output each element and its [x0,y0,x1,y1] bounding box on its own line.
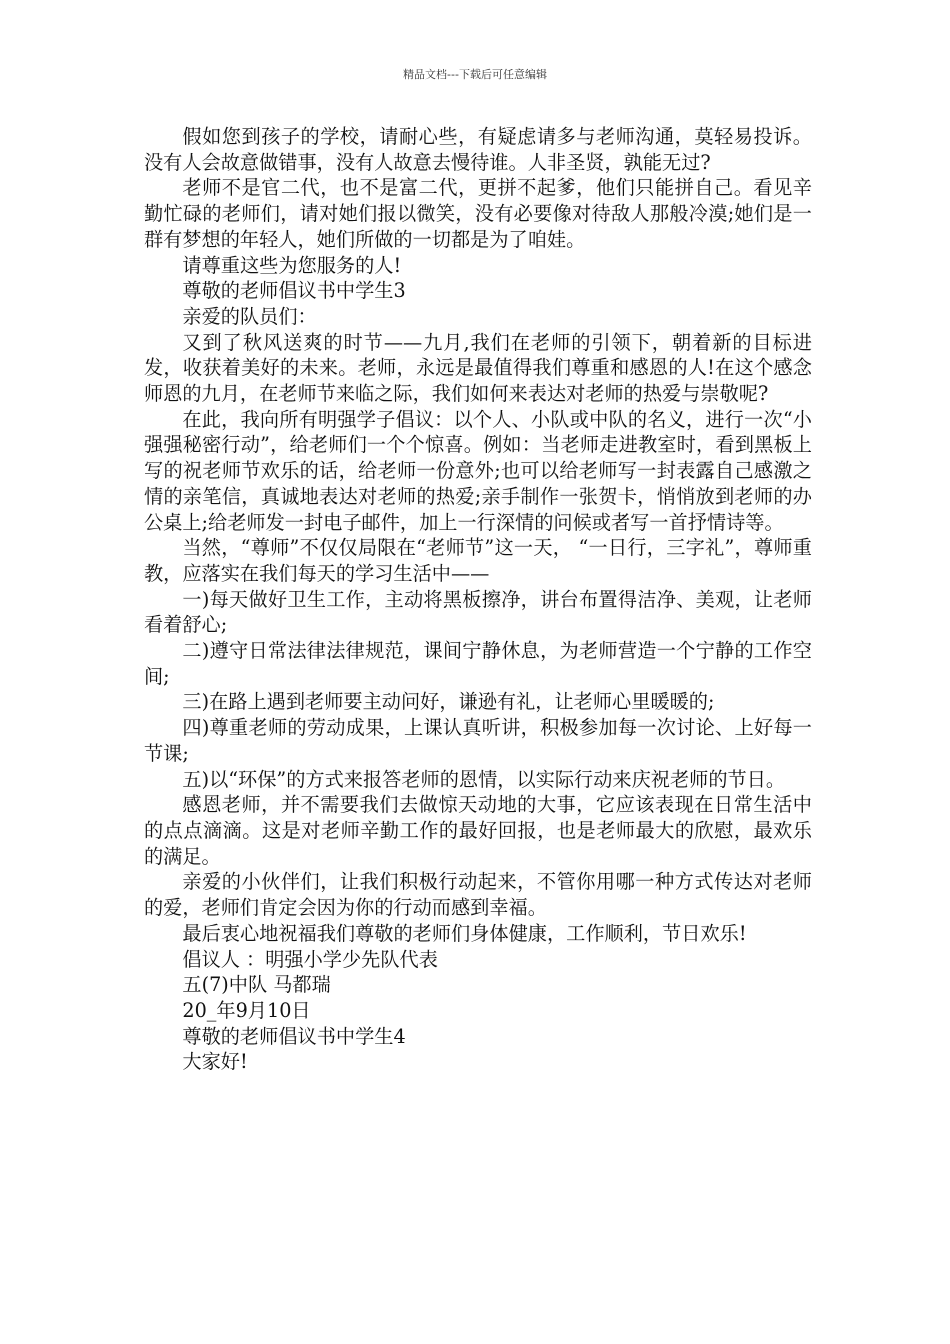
signature-line: 倡议人 ：明强小学少先队代表 [182,947,438,971]
paragraph: 老师不是官二代，也不是富二代，更拼不起爹，他们只能拼自己。看见辛勤忙碌的老师们，请对她们报以微笑，没有必要像对待敌人那般冷漠;她们是一群有梦想的年轻人，她们所做的一切都是为了咱娃。 [144,176,812,251]
section-title: 尊敬的老师倡议书中学生3 [182,279,406,303]
list-item: 二)遵守日常法律法律规范，课间宁静休息，为老师营造一个宁静的工作空间; [144,639,812,688]
section-title: 尊敬的老师倡议书中学生4 [182,1024,406,1048]
list-item: 三)在路上遇到老师要主动问好，谦逊有礼，让老师心里暖暖的; [182,690,715,714]
paragraph: 亲爱的小伙伴们，让我们积极行动起来，不管你用哪一种方式传达对老师的爱，老师们肯定会因为你的行动而感到幸福。 [144,870,812,920]
paragraph: 假如您到孩子的学校，请耐心些，有疑虑请多与老师沟通，莫轻易投诉。没有人会故意做错事，没有人故意去慢待谁。人非圣贤，孰能无过? [144,125,812,174]
list-item: 四)尊重老师的劳动成果，上课认真听讲，积极参加每一次讨论、上好每一节课; [144,716,812,765]
document-body [144,124,812,1075]
paragraph: 在此，我向所有明强学子倡议：以个人、小队或中队的名义，进行一次“小强强秘密行动”，给老师们一个个惊喜。例如：当老师走进教室时，看到黑板上写的祝老师节欢乐的话，给老师一份意外;也可以给老师写一封表露自己感激之情的亲笔信，真诚地表达对老师的热爱;亲手制作一张贺卡，悄悄放到老师的办公桌上;给老师发一封电子邮件，加上一行深情的问候或者写一首抒情诗等。 [144,407,812,534]
paragraph: 请尊重这些为您服务的人! [182,253,402,277]
paragraph: 最后衷心地祝福我们尊敬的老师们身体健康，工作顺利，节日欢乐! [182,921,747,945]
page-header: 精品文档---下载后可任意编辑 [403,68,547,81]
signature-line: 五(7)中队 马都瑞 [182,973,331,997]
paragraph: 感恩老师，并不需要我们去做惊天动地的大事，它应该表现在日常生活中的点点滴滴。这是对老师辛勤工作的最好回报，也是老师最大的欣慰，最欢乐的满足。 [144,793,812,868]
date-line: 20_年9月10日 [182,998,311,1022]
list-item: 一)每天做好卫生工作，主动将黑板擦净，讲台布置得洁净、美观，让老师看着舒心; [144,587,812,637]
salutation: 大家好! [182,1050,248,1074]
salutation: 亲爱的队员们： [182,304,317,328]
paragraph: 又到了秋风送爽的时节——九月,我们在老师的引领下，朝着新的目标进发，收获着美好的未来。老师，永远是最值得我们尊重和感恩的人!在这个感念师恩的九月，在老师节来临之际，我们如何来表达对老师的热爱与崇敬呢? [144,330,812,406]
paragraph: 当然，“尊师”不仅仅局限在“老师节”这一天， “一日行，三字礼”，尊师重教，应落实在我们每天的学习生活中—— [144,536,812,585]
list-item: 五)以“环保”的方式来报答老师的恩情，以实际行动来庆祝老师的节日。 [182,767,786,791]
